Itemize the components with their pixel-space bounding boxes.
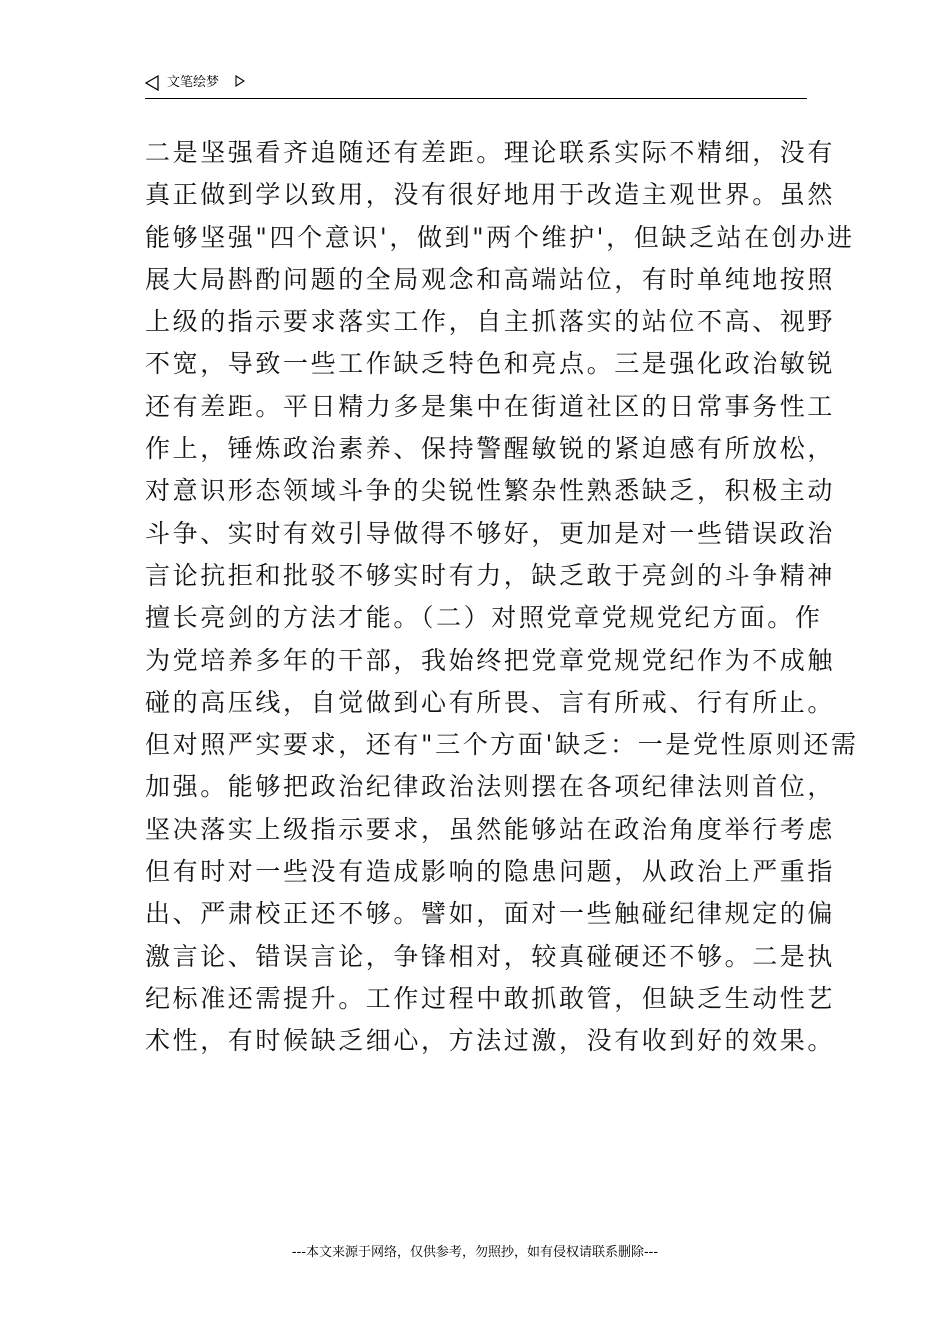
text-line: 激言论、错误言论，争锋相对，较真碰硬还不够。二是执: [145, 941, 836, 971]
text-line: 真正做到学以致用，没有很好地用于改造主观世界。虽然: [145, 180, 836, 210]
text-line: 纪标准还需提升。工作过程中敢抓敢管，但缺乏生动性艺: [145, 983, 836, 1013]
text-line: 为党培养多年的干部，我始终把党章党规党纪作为不成触: [145, 645, 836, 675]
text-line: 能够坚强"四个意识'，做到"两个维护'，但缺乏站在创办进: [145, 222, 855, 252]
triangle-right-outline-icon: [235, 75, 245, 87]
text-line: 出、严肃校正还不够。譬如，面对一些触碰纪律规定的偏: [145, 899, 836, 929]
text-line: 作上，锤炼政治素养、保持警醒敏锐的紧迫感有所放松，: [145, 434, 836, 464]
triangle-left-outline-icon: [145, 75, 159, 91]
text-line: 擅长亮剑的方法才能。（二）对照党章党规党纪方面。作: [145, 603, 823, 633]
text-line: 言论抗拒和批驳不够实时有力，缺乏敢于亮剑的斗争精神: [145, 560, 836, 590]
text-line: 上级的指示要求落实工作，自主抓落实的站位不高、视野: [145, 307, 836, 337]
text-line: 斗争、实时有效引导做得不够好，更加是对一些错误政治: [145, 518, 836, 548]
text-line: 不宽，导致一些工作缺乏特色和亮点。三是强化政治敏锐: [145, 349, 836, 379]
text-line: 对意识形态领域斗争的尖锐性繁杂性熟悉缺乏，积极主动: [145, 476, 836, 506]
text-line: 碰的高压线，自觉做到心有所畏、言有所戒、行有所止。: [145, 687, 836, 717]
header-title: 文笔绘梦: [167, 75, 220, 90]
body-text: [145, 132, 859, 1063]
text-line: 但对照严实要求，还有"三个方面'缺乏：一是党性原则还需: [145, 730, 859, 760]
page-header: [145, 72, 807, 99]
text-line: 但有时对一些没有造成影响的隐患问题，从政治上严重指: [145, 857, 836, 887]
footer-disclaimer: ---本文来源于网络，仅供参考，勿照抄，如有侵权请联系删除---: [291, 1245, 659, 1260]
text-line: 还有差距。平日精力多是集中在街道社区的日常事务性工: [145, 391, 836, 421]
text-line: 二是坚强看齐追随还有差距。理论联系实际不精细，没有: [145, 138, 836, 167]
text-line: 坚决落实上级指示要求，虽然能够站在政治角度举行考虑: [145, 814, 836, 844]
text-line: 术性，有时候缺乏细心，方法过激，没有收到好的效果。: [145, 1026, 836, 1056]
text-line: 展大局斟酌问题的全局观念和高端站位，有时单纯地按照: [145, 264, 836, 294]
text-line: 加强。能够把政治纪律政治法则摆在各项纪律法则首位，: [145, 772, 836, 802]
